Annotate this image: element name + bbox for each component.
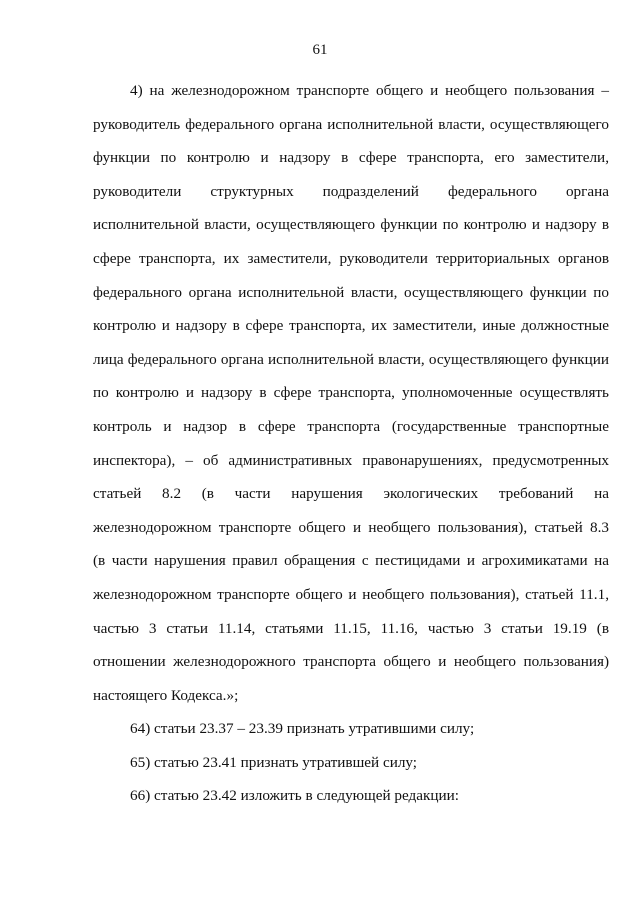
text-line-5: исполнительной власти, осуществляющего функции по контролю и надзору в [93, 216, 609, 234]
text-line-17: частью 3 статьи 11.14, статьями 11.15, 11.16, частью 3 статьи 19.19 (в [93, 619, 609, 637]
body-text [93, 74, 609, 813]
text-line-9: лица федерального органа исполнительной власти, осуществляющего функции [93, 350, 609, 368]
text-line-12: инспектора), – об административных правонарушениях, предусмотренных [93, 451, 609, 469]
page-number: 61 [312, 42, 328, 58]
text-line-13: статьей 8.2 (в части нарушения экологических требований на [93, 485, 609, 503]
text-line-15: (в части нарушения правил обращения с пестицидами и агрохимикатами на [93, 552, 609, 570]
text-line-16: железнодорожном транспорте общего и необщего пользования), статьей 11.1, [93, 585, 609, 603]
text-line-19: настоящего Кодекса.»; [93, 686, 239, 704]
text-line-3: функции по контролю и надзору в сфере транспорта, его заместители, [93, 149, 609, 167]
text-line-11: контроль и надзор в сфере транспорта (государственные транспортные [93, 417, 609, 435]
text-line-8: контролю и надзору в сфере транспорта, их заместители, иные должностные [93, 317, 609, 335]
text-line-1: 4) на железнодорожном транспорте общего и необщего пользования – [130, 82, 609, 99]
text-line-7: федерального органа исполнительной власти, осуществляющего функции по [93, 283, 609, 301]
text-line-2: руководитель федерального органа исполнительной власти, осуществляющего [93, 115, 609, 133]
text-line-4: руководители структурных подразделений федерального органа [93, 182, 609, 200]
text-line-6: сфере транспорта, их заместители, руководители территориальных органов [93, 249, 609, 267]
text-line-22: 66) статью 23.42 изложить в следующей редакции: [130, 787, 459, 805]
text-line-14: железнодорожном транспорте общего и необщего пользования), статьей 8.3 [93, 518, 609, 536]
text-line-20: 64) статьи 23.37 – 23.39 признать утратившими силу; [130, 720, 475, 738]
text-line-10: по контролю и надзору в сфере транспорта, уполномоченные осуществлять [93, 384, 609, 402]
text-line-18: отношении железнодорожного транспорта общего и необщего пользования) [93, 653, 609, 671]
text-line-21: 65) статью 23.41 признать утратившей силу; [130, 753, 418, 771]
